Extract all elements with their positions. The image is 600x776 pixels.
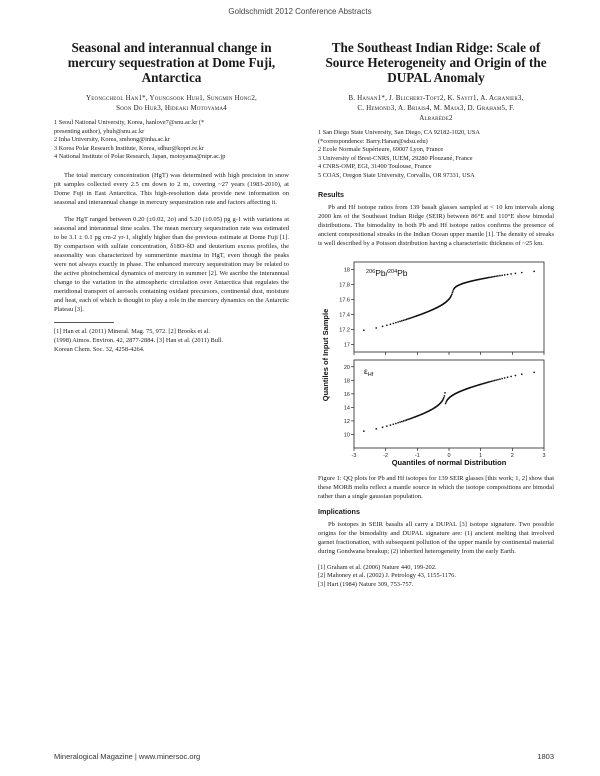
data-point <box>510 375 512 377</box>
affiliation: 4 National Institute of Polar Research, Japan, motoyama@nipr.ac.jp <box>54 153 226 161</box>
data-point <box>401 320 403 322</box>
data-point <box>497 275 499 277</box>
data-point <box>451 293 453 295</box>
data-point <box>363 430 365 432</box>
data-point <box>494 379 496 381</box>
affiliation: 1 San Diego State University, San Diego, CA 92182-1020, USA <box>318 129 480 136</box>
data-point <box>495 379 497 381</box>
qq-plot-svg <box>318 256 554 468</box>
y-tick-label: 17.6 <box>339 297 350 304</box>
data-point <box>499 378 501 380</box>
data-point <box>399 421 401 423</box>
data-point <box>404 419 406 421</box>
x-tick-label: 1 <box>479 452 483 459</box>
plot-frame <box>354 360 544 448</box>
data-point <box>495 275 497 277</box>
data-point <box>403 420 405 422</box>
data-point <box>395 422 397 424</box>
data-point <box>392 423 394 425</box>
data-point <box>501 274 503 276</box>
body-paragraph: The total mercury concentration (HgT) was determined with high precision in snow pit samples collected every 2.5 cm down to 2 m, covering ~27 years (1983-2010), at Dome Fuji in East Antarctica. This high-resolution data provide new information on seasonal and interannual change in mercury sequestration rate and factors affecting it. <box>54 171 289 206</box>
data-point <box>404 319 406 321</box>
data-point <box>363 329 365 331</box>
reference-line: [1] Graham et al. (2006) Nature 440, 199-202. <box>318 563 437 571</box>
data-point <box>403 319 405 321</box>
x-tick-label: 3 <box>542 452 546 459</box>
authors-line: C. Hemond3, A. Briais4, M. Maia3, D. Graham5, F. <box>357 104 515 112</box>
panel-label-superscript: 204 <box>387 268 398 275</box>
x-tick-label: 2 <box>510 452 514 459</box>
right-article-references <box>318 564 554 590</box>
data-point <box>491 276 493 278</box>
left-article <box>54 40 289 360</box>
data-point <box>507 376 509 378</box>
data-point <box>507 273 509 275</box>
data-point <box>491 380 493 382</box>
panel-label-text: Pb <box>397 267 408 278</box>
panel-label-superscript: 206 <box>366 268 376 275</box>
data-point <box>386 425 388 427</box>
y-tick-label: 18 <box>343 377 350 384</box>
figure-caption: Figure 1: QQ plots for Pb and Hf isotopes for 139 SEIR glasses [this work; 1, 2] show that these MORB melts reflect a mantle source in which the isotope compositions are bimodal rather than a single gaussian population. <box>318 474 554 500</box>
results-heading: Results <box>318 189 344 199</box>
right-article-authors <box>318 93 554 123</box>
data-point <box>497 378 499 380</box>
data-point <box>521 373 523 375</box>
left-article-affiliations <box>54 119 289 162</box>
data-point <box>443 396 445 398</box>
data-point <box>492 380 494 382</box>
data-point <box>533 270 535 272</box>
y-tick-label: 12 <box>343 418 350 425</box>
data-point <box>445 402 447 404</box>
authors-line: Soon Do Hur3, Hideaki Motoyama4 <box>116 104 227 112</box>
implications-paragraph: Pb isotopes in SEIR basalts all carry a DUPAL [3] isotope signature. Two possible origins for the bimodality and DUPAL signature are: (1) ancient melting that involved garnet fractionation, with subsequent pollution of the upper mantle by continental material during Gondwana breakup; (2) inherited heterogeneity from the early Earth. <box>318 520 554 555</box>
data-point <box>521 271 523 273</box>
reference-line: [2] Mahoney et al. (2002) J. Petrology 43, 1155-1176. <box>318 572 456 580</box>
data-point <box>515 272 517 274</box>
affiliation: 3 University of Brest-CNRS, IUEM, 29280 Plouzané, France <box>318 154 473 162</box>
data-point <box>397 321 399 323</box>
x-tick-label: 0 <box>447 452 451 459</box>
authors-line: B. Hanan1*, J. Blichert-Toft2, K. Sayit1, A. Agranier3, <box>348 94 524 102</box>
data-point <box>390 424 392 426</box>
data-point <box>515 374 517 376</box>
y-tick-label: 20 <box>343 364 350 371</box>
data-point <box>504 274 506 276</box>
right-article <box>318 40 554 596</box>
data-point <box>375 428 377 430</box>
x-axis-title: Quantiles of normal Distribution <box>391 457 507 467</box>
footer-journal: Mineralogical Magazine | www.minersoc.org <box>54 752 201 761</box>
data-point <box>492 276 494 278</box>
affiliation: 3 Korea Polar Research Institute, Korea, sdhur@kopri.re.kr <box>54 144 204 152</box>
data-point <box>399 320 401 322</box>
y-tick-label: 17.2 <box>339 327 350 334</box>
page-number: 1803 <box>537 752 554 761</box>
data-point <box>504 377 506 379</box>
panel-label: $\varepsilon_{Hf}$ <box>364 365 374 378</box>
data-point <box>444 392 446 394</box>
data-point <box>533 371 535 373</box>
left-article-references <box>54 328 289 354</box>
affiliation: 4 CNRS-OMP, EGI, 31400 Toulouse, France <box>318 163 432 171</box>
data-point <box>386 324 388 326</box>
y-tick-label: 17 <box>343 342 350 349</box>
data-point <box>444 395 446 397</box>
reference-line: (1998) Atmos. Environ. 42, 2877-2884. [3] Han et al. (2011) Bull. <box>54 336 224 344</box>
left-article-authors <box>54 93 289 113</box>
y-axis-title: Quantiles of Input Sample <box>321 308 330 401</box>
panel-label-text: Pb/ <box>375 267 388 278</box>
affiliation: presenting author), yhuh@snu.ac.kr <box>54 127 145 135</box>
data-point <box>401 420 403 422</box>
panel-label <box>366 268 408 278</box>
data-point <box>501 377 503 379</box>
y-tick-label: 17.8 <box>339 282 350 289</box>
data-point <box>392 322 394 324</box>
reference-line: [3] Hart (1984) Nature 309, 753-757. <box>318 581 414 589</box>
y-tick-label: 17.4 <box>339 312 350 319</box>
affiliation: 2 Inha University, Korea, smhong@inha.ac.kr <box>54 136 170 144</box>
reference-line: [1] Han et al. (2011) Mineral. Mag. 75, 972. [2] Brooks et al. <box>54 327 210 335</box>
data-point <box>397 422 399 424</box>
body-paragraph: The HgT ranged between 0.20 (±0.02, 2σ) and 5.20 (±0.05) pg g-1 with variations at seasonal and interannual time scales. The mean mercury sequestration rate was estimated to be 3.1 ± 0.1 pg cm-2 yr-1, slightly higher than the previous estimate at Dome Fuji [1]. By comparison with sulfate concentration, δ18O-δD and deuterium excess profiles, the seasonality was characterized by summertime maxima in HgT, even though the peaks were not always exactly in phase. The enhanced mercury sequestration may be related to the active photochemical dynamics of mercury in summer [2]. We ascribe the interannual change to the variation in the atmospheric circulation over Antarctica that regulates the meridional transport of aerosols containing oxidant precursors, continental dust, moisture and heat, each of which is thought to play a role in the mercury dynamics on the Antarctic Plateau [3]. <box>54 215 289 313</box>
qq-plot-figure <box>318 256 554 468</box>
affiliation: 5 COAS, Oregon State University, Corvallis, OR 97331, USA <box>318 171 475 179</box>
y-tick-label: 14 <box>343 404 350 411</box>
results-paragraph: Pb and Hf isotope ratios from 139 basalt glasses sampled at < 10 km intervals along 2000 km of the Southeast Indian Ridge (SEIR) between 86°E and 110°E show bimodal distributions. The bimodality in both Pb and Hf isotope ratios confirms the presence of ancient compositional streaks in the Indian Ocean upper mantle [1]. The density of streaks is well described by a Poisson distribution having a characteristic thickness of ~25 km. <box>318 203 554 247</box>
data-point <box>452 290 454 292</box>
data-point <box>510 273 512 275</box>
affiliation: 2 Ecole Normale Supérieure, 69007 Lyon, France <box>318 146 444 154</box>
panel-label-subscript: Hf <box>367 371 374 378</box>
y-tick-label: 18 <box>343 267 350 274</box>
data-point <box>382 325 384 327</box>
data-point <box>390 323 392 325</box>
y-tick-label: 16 <box>343 391 350 398</box>
data-point <box>382 426 384 428</box>
data-point <box>494 275 496 277</box>
y-tick-label: 10 <box>343 432 350 439</box>
reference-divider <box>54 322 114 323</box>
x-tick-label: -2 <box>383 452 389 459</box>
left-article-title: Seasonal and interannual change in mercury sequestration at Dome Fuji, Antarctica <box>67 40 276 85</box>
data-point <box>395 321 397 323</box>
right-article-title: The Southeast Indian Ridge: Scale of Source Heterogeneity and Origin of the DUPAL Anomaly <box>325 40 547 85</box>
implications-heading: Implications <box>318 506 360 516</box>
authors-line: Albarède2 <box>419 114 453 122</box>
data-point <box>452 291 454 293</box>
right-article-affiliations <box>318 129 554 181</box>
x-tick-label: -1 <box>414 452 420 459</box>
reference-line: Korean Chem. Soc. 32, 4258-4264. <box>54 345 145 353</box>
affiliation: (*correspondence: Barry.Hanan@sdsu.edu) <box>318 137 428 145</box>
data-point <box>499 274 501 276</box>
data-point <box>375 327 377 329</box>
authors-line: Yeongcheol Han1*, Youngsook Huh1, Sungmin Hong2, <box>86 94 257 102</box>
affiliation: 1 Seoul National University, Korea, hanlove7@snu.ac.kr (* <box>54 119 205 126</box>
x-tick-label: -3 <box>351 452 357 459</box>
running-header: Goldschmidt 2012 Conference Abstracts <box>228 7 372 16</box>
